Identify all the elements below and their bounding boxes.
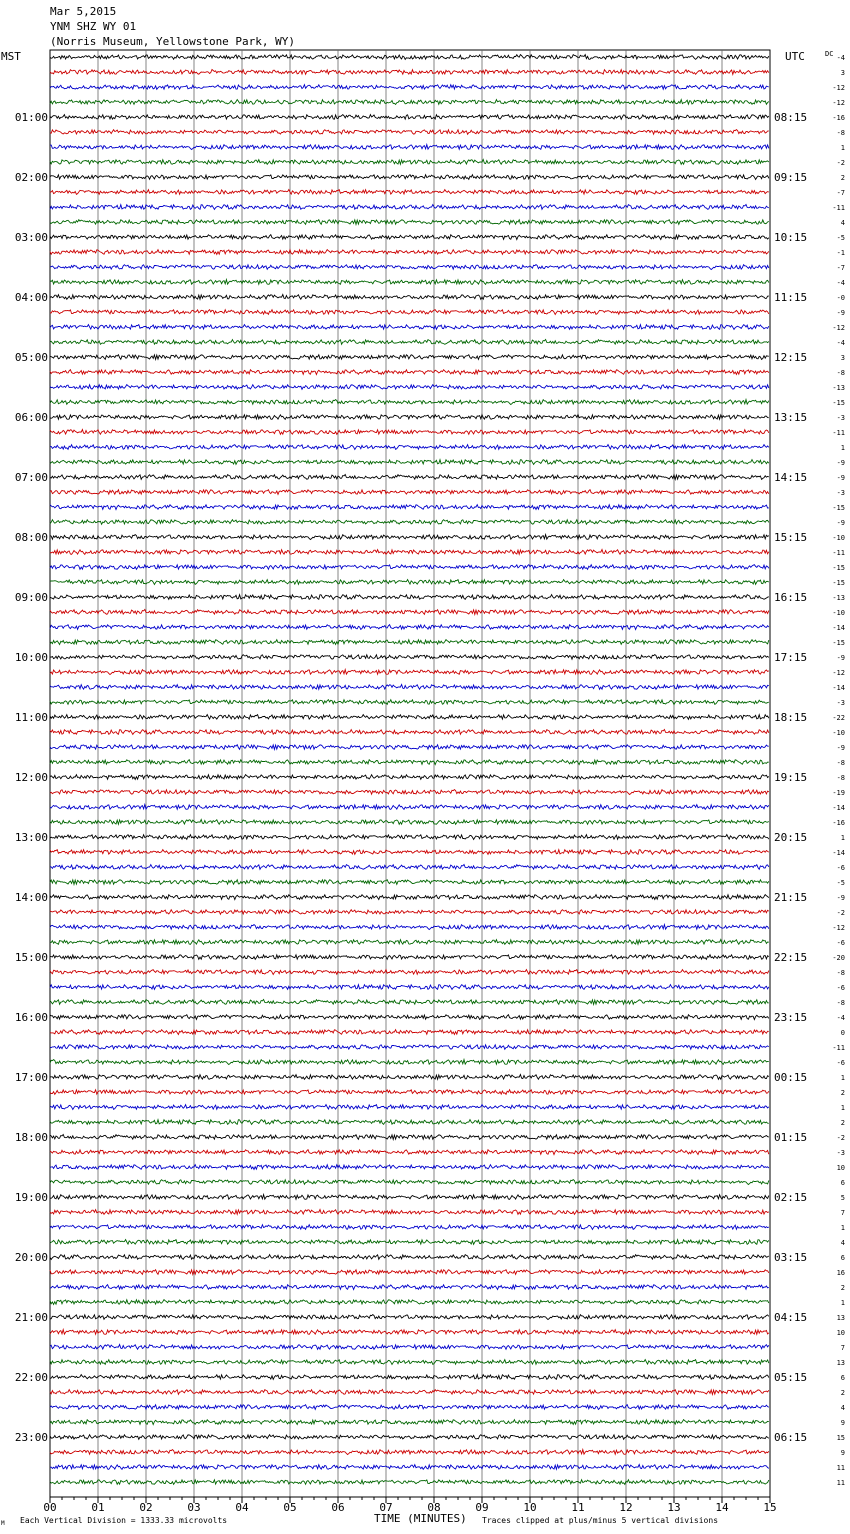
left-hour-label: 21:00 — [14, 1311, 48, 1324]
left-hour-label: 04:00 — [14, 291, 48, 304]
dc-offset-label: -0 — [836, 294, 845, 302]
dc-offset-label: -11 — [832, 429, 845, 437]
dc-offset-label: -8 — [836, 369, 845, 377]
seismic-trace — [50, 1270, 769, 1275]
seismic-trace — [50, 340, 769, 345]
seismic-trace — [50, 145, 769, 150]
dc-offset-label: 2 — [840, 1284, 845, 1292]
dc-offset-label: -7 — [836, 189, 845, 197]
dc-offset-label: -4 — [836, 1014, 845, 1022]
seismic-trace — [50, 295, 769, 300]
x-tick-label: 08 — [427, 1501, 441, 1514]
seismic-trace — [50, 400, 769, 405]
left-hour-label: 06:00 — [14, 411, 48, 424]
dc-offset-labels — [832, 54, 845, 1487]
dc-offset-label: -15 — [832, 579, 845, 587]
dc-offset-label: 1 — [840, 444, 845, 452]
x-tick-label: 07 — [379, 1501, 393, 1514]
dc-offset-label: -3 — [836, 699, 845, 707]
seismic-trace — [50, 1000, 769, 1005]
right-hour-label: 10:15 — [774, 231, 808, 244]
left-hour-label: 22:00 — [14, 1371, 48, 1384]
dc-offset-label: -2 — [836, 159, 845, 167]
seismic-trace — [50, 1090, 769, 1095]
right-hour-labels — [774, 111, 807, 1444]
seismic-trace — [50, 190, 769, 195]
clipping-note: Traces clipped at plus/minus 5 vertical divisions — [482, 1516, 719, 1525]
right-hour-label: 03:15 — [774, 1251, 808, 1264]
dc-offset-label: -1 — [836, 249, 845, 257]
seismic-trace — [50, 775, 769, 780]
dc-offset-label: -16 — [832, 819, 845, 827]
x-tick-label: 06 — [331, 1501, 345, 1514]
dc-offset-label: 7 — [840, 1209, 845, 1217]
dc-offset-label: -10 — [832, 609, 845, 617]
dc-offset-label: 1 — [840, 1299, 845, 1307]
x-tick-label: 10 — [523, 1501, 537, 1514]
dc-offset-label: 4 — [840, 1239, 845, 1247]
vertical-division-note: Each Vertical Division = 1333.33 microvolts — [20, 1516, 228, 1525]
dc-offset-label: -4 — [836, 54, 845, 62]
left-hour-label: 03:00 — [14, 231, 48, 244]
seismic-trace — [50, 1210, 769, 1215]
left-hour-label: 19:00 — [14, 1191, 48, 1204]
dc-offset-label: 10 — [836, 1329, 845, 1337]
seismic-trace — [50, 1225, 769, 1230]
station-location: (Norris Museum, Yellowstone Park, WY) — [50, 35, 296, 48]
right-hour-label: 17:15 — [774, 651, 808, 664]
dc-offset-label: -5 — [836, 234, 845, 242]
seismic-trace — [50, 1060, 769, 1065]
seismic-trace — [50, 895, 769, 900]
seismic-trace — [50, 325, 769, 330]
seismic-trace — [50, 865, 769, 870]
seismic-trace — [50, 910, 769, 915]
x-tick-label: 02 — [139, 1501, 153, 1514]
seismic-trace — [50, 370, 769, 375]
seismic-trace — [50, 940, 769, 945]
dc-offset-label: -5 — [836, 879, 845, 887]
x-tick-label: 05 — [283, 1501, 297, 1514]
seismic-trace — [50, 1450, 769, 1455]
dc-offset-label: 4 — [840, 219, 845, 227]
dc-offset-label: -9 — [836, 654, 845, 662]
seismic-trace — [50, 475, 769, 480]
x-tick-label: 12 — [619, 1501, 633, 1514]
left-hour-label: 23:00 — [14, 1431, 48, 1444]
left-hour-label: 01:00 — [14, 111, 48, 124]
seismic-trace — [50, 610, 769, 615]
dc-offset-label: -14 — [832, 849, 845, 857]
dc-offset-label: -14 — [832, 624, 845, 632]
dc-offset-label: 15 — [836, 1434, 845, 1442]
dc-offset-label: -12 — [832, 324, 845, 332]
seismic-trace — [50, 1045, 769, 1050]
right-hour-label: 02:15 — [774, 1191, 808, 1204]
seismic-trace — [50, 565, 769, 570]
seismic-trace — [50, 355, 769, 360]
right-hour-label: 04:15 — [774, 1311, 808, 1324]
dc-offset-label: -9 — [836, 474, 845, 482]
right-hour-label: 06:15 — [774, 1431, 808, 1444]
right-hour-label: 16:15 — [774, 591, 808, 604]
x-tick-label: 13 — [667, 1501, 681, 1514]
dc-offset-label: -7 — [836, 264, 845, 272]
seismic-trace — [50, 760, 769, 765]
seismic-trace — [50, 160, 769, 165]
dc-offset-label: 3 — [840, 69, 845, 77]
left-hour-label: 09:00 — [14, 591, 48, 604]
seismic-trace — [50, 430, 769, 435]
seismic-trace — [50, 640, 769, 645]
dc-offset-label: -13 — [832, 594, 845, 602]
dc-offset-label: 7 — [840, 1344, 845, 1352]
seismic-trace — [50, 1315, 769, 1320]
dc-offset-label: -12 — [832, 669, 845, 677]
seismic-trace — [50, 220, 769, 225]
seismic-trace — [50, 70, 769, 75]
dc-offset-label: -9 — [836, 309, 845, 317]
dc-offset-label: 4 — [840, 1404, 845, 1412]
dc-offset-label: 10 — [836, 1164, 845, 1172]
seismic-trace — [50, 205, 769, 210]
right-hour-label: 01:15 — [774, 1131, 808, 1144]
dc-offset-label: -20 — [832, 954, 845, 962]
seismic-trace — [50, 505, 769, 510]
right-hour-label: 05:15 — [774, 1371, 808, 1384]
dc-offset-label: -4 — [836, 339, 845, 347]
right-hour-label: 23:15 — [774, 1011, 808, 1024]
left-hour-label: 07:00 — [14, 471, 48, 484]
seismic-trace — [50, 880, 769, 885]
seismic-trace — [50, 625, 769, 630]
left-hour-label: 16:00 — [14, 1011, 48, 1024]
right-hour-label: 13:15 — [774, 411, 808, 424]
right-hour-label: 21:15 — [774, 891, 808, 904]
seismic-trace — [50, 1345, 769, 1350]
dc-offset-label: -15 — [832, 639, 845, 647]
right-hour-label: 12:15 — [774, 351, 808, 364]
seismic-trace — [50, 580, 769, 585]
dc-offset-label: -11 — [832, 204, 845, 212]
seismic-trace — [50, 730, 769, 735]
dc-offset-label: 13 — [836, 1359, 845, 1367]
seismic-trace — [50, 460, 769, 465]
right-timezone-label: UTC — [785, 50, 805, 63]
dc-offset-label: -15 — [832, 504, 845, 512]
left-hour-label: 11:00 — [14, 711, 48, 724]
scale-mark: M — [1, 1520, 5, 1527]
dc-offset-label: -2 — [836, 1134, 845, 1142]
dc-offset-label: -8 — [836, 774, 845, 782]
seismic-trace — [50, 445, 769, 450]
right-hour-label: 18:15 — [774, 711, 808, 724]
dc-offset-label: -12 — [832, 924, 845, 932]
seismic-trace — [50, 955, 769, 960]
left-hour-labels — [15, 111, 48, 1444]
dc-offset-label: -8 — [836, 759, 845, 767]
seismic-trace — [50, 550, 769, 555]
dc-offset-label: 2 — [840, 174, 845, 182]
x-tick-label: 11 — [571, 1501, 585, 1514]
seismic-trace — [50, 1465, 769, 1470]
left-hour-label: 13:00 — [14, 831, 48, 844]
x-tick-label: 00 — [43, 1501, 57, 1514]
right-hour-label: 14:15 — [774, 471, 808, 484]
seismic-trace — [50, 1255, 769, 1260]
seismic-trace — [50, 1180, 769, 1185]
seismic-trace — [50, 1330, 769, 1335]
dc-offset-label: 1 — [840, 1104, 845, 1112]
seismic-trace — [50, 130, 769, 135]
dc-offset-label: 11 — [836, 1479, 845, 1487]
seismic-trace — [50, 745, 769, 750]
seismic-trace — [50, 985, 769, 990]
dc-offset-label: -6 — [836, 939, 845, 947]
seismic-trace — [50, 1195, 769, 1200]
seismic-trace — [50, 1405, 769, 1410]
left-hour-label: 18:00 — [14, 1131, 48, 1144]
seismic-trace — [50, 1120, 769, 1125]
dc-offset-label: -8 — [836, 969, 845, 977]
right-hour-label: 09:15 — [774, 171, 808, 184]
dc-offset-label: 9 — [840, 1419, 845, 1427]
seismic-trace — [50, 235, 769, 240]
dc-offset-label: 1 — [840, 834, 845, 842]
dc-offset-label: 9 — [840, 1449, 845, 1457]
right-hour-label: 19:15 — [774, 771, 808, 784]
right-hour-label: 20:15 — [774, 831, 808, 844]
seismic-trace — [50, 1420, 769, 1425]
left-hour-label: 08:00 — [14, 531, 48, 544]
dc-offset-label: 2 — [840, 1089, 845, 1097]
left-hour-label: 05:00 — [14, 351, 48, 364]
seismic-trace — [50, 250, 769, 255]
seismic-trace — [50, 1360, 769, 1365]
dc-offset-label: -22 — [832, 714, 845, 722]
x-axis-title: TIME (MINUTES) — [374, 1512, 467, 1525]
station-code: YNM SHZ WY 01 — [50, 20, 137, 33]
seismic-trace — [50, 520, 769, 525]
seismic-trace — [50, 385, 769, 390]
seismic-trace — [50, 1075, 769, 1080]
seismic-trace — [50, 970, 769, 975]
dc-offset-label: -9 — [836, 894, 845, 902]
dc-offset-label: 16 — [836, 1269, 845, 1277]
dc-offset-label: 1 — [840, 1224, 845, 1232]
seismic-trace — [50, 415, 769, 420]
seismogram-date: Mar 5,2015 — [50, 5, 117, 18]
dc-offset-label: -3 — [836, 414, 845, 422]
seismic-trace — [50, 85, 769, 90]
left-hour-label: 15:00 — [14, 951, 48, 964]
seismic-trace — [50, 685, 769, 690]
seismic-trace — [50, 100, 769, 105]
dc-offset-label: -3 — [836, 1149, 845, 1157]
seismic-trace — [50, 265, 769, 270]
seismic-trace — [50, 535, 769, 540]
x-tick-label: 14 — [715, 1501, 729, 1514]
seismic-trace — [50, 1135, 769, 1140]
dc-offset-label: -13 — [832, 384, 845, 392]
seismic-trace — [50, 700, 769, 705]
right-hour-label: 15:15 — [774, 531, 808, 544]
seismic-trace — [50, 175, 769, 180]
left-hour-label: 17:00 — [14, 1071, 48, 1084]
seismic-trace — [50, 490, 769, 495]
dc-offset-label: -14 — [832, 684, 845, 692]
dc-offset-label: -9 — [836, 459, 845, 467]
dc-offset-label: 5 — [840, 1194, 845, 1202]
seismic-trace — [50, 1030, 769, 1035]
seismic-trace — [50, 715, 769, 720]
seismic-trace — [50, 1285, 769, 1290]
dc-offset-label: -14 — [832, 804, 845, 812]
seismic-trace — [50, 1240, 769, 1245]
seismic-trace — [50, 280, 769, 285]
dc-offset-label: -10 — [832, 534, 845, 542]
dc-offset-label: 0 — [840, 1029, 845, 1037]
seismic-trace — [50, 925, 769, 930]
seismic-trace — [50, 1390, 769, 1395]
dc-offset-label: 2 — [840, 1119, 845, 1127]
dc-offset-label: -15 — [832, 399, 845, 407]
seismic-trace — [50, 1105, 769, 1110]
dc-offset-label: -8 — [836, 999, 845, 1007]
dc-offset-label: -11 — [832, 549, 845, 557]
dc-offset-label: 1 — [840, 144, 845, 152]
seismic-traces — [50, 55, 769, 1485]
dc-offset-label: -10 — [832, 729, 845, 737]
seismic-trace — [50, 1015, 769, 1020]
seismic-trace — [50, 790, 769, 795]
seismic-trace — [50, 1375, 769, 1380]
dc-offset-label: -3 — [836, 489, 845, 497]
seismic-trace — [50, 850, 769, 855]
seismic-trace — [50, 1150, 769, 1155]
seismic-trace — [50, 1435, 769, 1440]
seismic-trace — [50, 115, 769, 120]
seismic-trace — [50, 655, 769, 660]
dc-offset-label: -11 — [832, 1044, 845, 1052]
left-timezone-label: MST — [1, 50, 21, 63]
dc-offset-label: -6 — [836, 864, 845, 872]
dc-offset-label: 2 — [840, 1389, 845, 1397]
left-hour-label: 20:00 — [14, 1251, 48, 1264]
dc-offset-label: -19 — [832, 789, 845, 797]
right-hour-label: 11:15 — [774, 291, 808, 304]
dc-offset-label: -9 — [836, 744, 845, 752]
dc-offset-label: -8 — [836, 129, 845, 137]
left-hour-label: 10:00 — [14, 651, 48, 664]
seismic-trace — [50, 55, 769, 60]
x-tick-label: 03 — [187, 1501, 201, 1514]
seismic-trace — [50, 805, 769, 810]
seismic-trace — [50, 1300, 769, 1305]
left-hour-label: 12:00 — [14, 771, 48, 784]
seismic-trace — [50, 820, 769, 825]
seismic-trace — [50, 310, 769, 315]
dc-offset-label: -6 — [836, 984, 845, 992]
dc-offset-label: -12 — [832, 84, 845, 92]
dc-offset-label: -4 — [836, 279, 845, 287]
left-hour-label: 02:00 — [14, 171, 48, 184]
dc-offset-label: -16 — [832, 114, 845, 122]
x-tick-label: 15 — [763, 1501, 777, 1514]
seismic-trace — [50, 595, 769, 600]
dc-offset-label: 11 — [836, 1464, 845, 1472]
right-hour-label: 22:15 — [774, 951, 808, 964]
left-hour-label: 14:00 — [14, 891, 48, 904]
dc-offset-label: 1 — [840, 1074, 845, 1082]
dc-offset-label: 13 — [836, 1314, 845, 1322]
dc-offset-header: DC — [825, 50, 834, 58]
dc-offset-label: -9 — [836, 519, 845, 527]
seismic-trace — [50, 1165, 769, 1170]
x-tick-label: 04 — [235, 1501, 249, 1514]
dc-offset-label: 6 — [840, 1179, 845, 1187]
seismic-trace — [50, 1480, 769, 1485]
dc-offset-label: 3 — [840, 354, 845, 362]
right-hour-label: 00:15 — [774, 1071, 808, 1084]
x-tick-label: 01 — [91, 1501, 105, 1514]
seismic-trace — [50, 835, 769, 840]
dc-offset-label: 6 — [840, 1374, 845, 1382]
x-tick-label: 09 — [475, 1501, 489, 1514]
dc-offset-label: -15 — [832, 564, 845, 572]
dc-offset-label: -6 — [836, 1059, 845, 1067]
right-hour-label: 08:15 — [774, 111, 808, 124]
dc-offset-label: -2 — [836, 909, 845, 917]
seismic-trace — [50, 670, 769, 675]
dc-offset-label: 6 — [840, 1254, 845, 1262]
dc-offset-label: -12 — [832, 99, 845, 107]
